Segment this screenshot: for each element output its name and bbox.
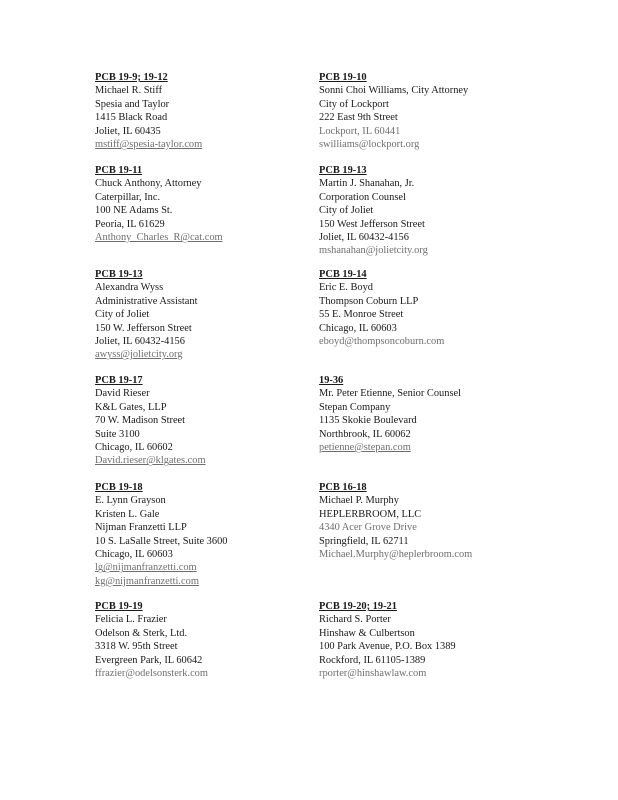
firm-name: K&L Gates, LLP [95, 401, 167, 413]
case-number: PCB 19-14 [319, 269, 367, 280]
contact-name: E. Lynn Grayson [95, 495, 166, 507]
city-state-zip: Chicago, IL 60603 [319, 322, 397, 334]
firm-name: Hinshaw & Culbertson [319, 627, 415, 639]
contact-block [319, 164, 569, 258]
city-state-zip: Chicago, IL 60602 [95, 442, 173, 454]
street-address: 150 W. Jefferson Street [95, 322, 192, 334]
street-address: 4340 Acer Grove Drive [319, 522, 417, 534]
case-number: PCB 19-10 [319, 72, 367, 83]
email-link[interactable]: mstiff@spesia-taylor.com [95, 139, 203, 151]
firm-name: City of Joliet [319, 205, 374, 217]
firm-name: Caterpillar, Inc. [95, 191, 161, 203]
street-address: 10 S. LaSalle Street, Suite 3600 [95, 535, 228, 547]
case-number: PCB 19-13 [319, 165, 367, 176]
contact-block [319, 374, 569, 454]
contact-block [95, 600, 345, 680]
city-state-zip: Springfield, IL 62711 [319, 535, 409, 547]
email-link[interactable]: swilliams@lockport.org [319, 139, 420, 151]
email-link[interactable]: eboyd@thompsoncoburn.com [319, 336, 445, 348]
contact-name: Martin J. Shanahan, Jr. [319, 178, 415, 190]
firm-name: Odelson & Sterk, Ltd. [95, 627, 188, 639]
street-address: 55 E. Monroe Street [319, 309, 404, 321]
contact-block [95, 164, 345, 244]
contact-name: David Rieser [95, 388, 150, 400]
street-address: 1415 Black Road [95, 112, 168, 124]
email-link[interactable]: petienne@stepan.com [319, 442, 411, 454]
contact-title: Corporation Counsel [319, 191, 406, 203]
email-link[interactable]: Michael.Murphy@heplerbroom.com [319, 549, 473, 561]
firm-name: Spesia and Taylor [95, 98, 170, 110]
contact-block [319, 600, 569, 680]
email-link[interactable]: Anthony_Charles_R@cat.com [95, 232, 223, 244]
case-number: PCB 19-17 [95, 375, 143, 386]
email-link[interactable]: lg@nijmanfranzetti.com [95, 562, 197, 574]
contact-name: Eric E. Boyd [319, 282, 373, 294]
city-state-zip: Joliet, IL 60432-4156 [319, 232, 409, 244]
contact-name: Richard S. Porter [319, 614, 391, 626]
street-address: 100 Park Avenue, P.O. Box 1389 [319, 641, 456, 653]
suite: Suite 3100 [95, 428, 140, 440]
case-number: PCB 19-9; 19-12 [95, 72, 168, 83]
contact-name: Chuck Anthony, Attorney [95, 178, 202, 190]
contact-block [319, 71, 569, 151]
contact-name: Mr. Peter Etienne, Senior Counsel [319, 388, 461, 400]
firm-name: Thompson Coburn LLP [319, 295, 419, 307]
email-link[interactable]: kg@nijmanfranzetti.com [95, 575, 199, 587]
email-link[interactable]: mshanahan@jolietcity.org [319, 245, 428, 257]
contact-name: Michael P. Murphy [319, 495, 399, 507]
case-number: PCB 19-11 [95, 165, 143, 176]
case-number: PCB 19-13 [95, 269, 143, 280]
contact-name: Felicia L. Frazier [95, 614, 167, 626]
email-link[interactable]: ffrazier@odelsonsterk.com [95, 668, 208, 680]
email-link[interactable]: awyss@jolietcity.org [95, 349, 183, 361]
email-link[interactable]: David.rieser@klgates.com [95, 455, 206, 467]
street-address: 1135 Skokie Boulevard [319, 415, 417, 427]
contact-block [95, 374, 345, 468]
contact-name: Michael R. Stiff [95, 85, 163, 97]
city-state-zip: Evergreen Park, IL 60642 [95, 654, 203, 666]
contact-name: Kristen L. Gale [95, 508, 160, 520]
case-number: PCB 19-18 [95, 482, 143, 493]
street-address: 70 W. Madison Street [95, 415, 186, 427]
case-number: PCB 19-19 [95, 601, 143, 612]
city-state-zip: Chicago, IL 60603 [95, 549, 173, 561]
contact-name: Sonni Choi Williams, City Attorney [319, 85, 469, 97]
email-link[interactable]: rporter@hinshawlaw.com [319, 668, 427, 680]
city-state-zip: Rockford, IL 61105-1389 [319, 654, 426, 666]
city-state-zip: Lockport, IL 60441 [319, 125, 401, 137]
firm-name: Stepan Company [319, 401, 391, 413]
contact-block [319, 268, 569, 348]
contact-block [95, 481, 345, 588]
contact-block [95, 268, 345, 362]
firm-name: City of Lockport [319, 98, 389, 110]
contact-block [319, 481, 569, 561]
case-number: 19-36 [319, 375, 344, 386]
city-state-zip: Joliet, IL 60435 [95, 125, 161, 137]
street-address: 222 East 9th Street [319, 112, 398, 124]
street-address: 3318 W. 95th Street [95, 641, 178, 653]
case-number: PCB 16-18 [319, 482, 367, 493]
firm-name: City of Joliet [95, 309, 150, 321]
street-address: 100 NE Adams St. [95, 205, 173, 217]
city-state-zip: Joliet, IL 60432-4156 [95, 336, 185, 348]
firm-name: HEPLERBROOM, LLC [319, 508, 422, 520]
firm-name: Nijman Franzetti LLP [95, 522, 187, 534]
case-number: PCB 19-20; 19-21 [319, 601, 397, 612]
contact-name: Alexandra Wyss [95, 282, 164, 294]
contact-block [95, 71, 345, 151]
city-state-zip: Peoria, IL 61629 [95, 218, 165, 230]
city-state-zip: Northbrook, IL 60062 [319, 428, 411, 440]
street-address: 150 West Jefferson Street [319, 218, 425, 230]
contact-title: Administrative Assistant [95, 295, 198, 307]
